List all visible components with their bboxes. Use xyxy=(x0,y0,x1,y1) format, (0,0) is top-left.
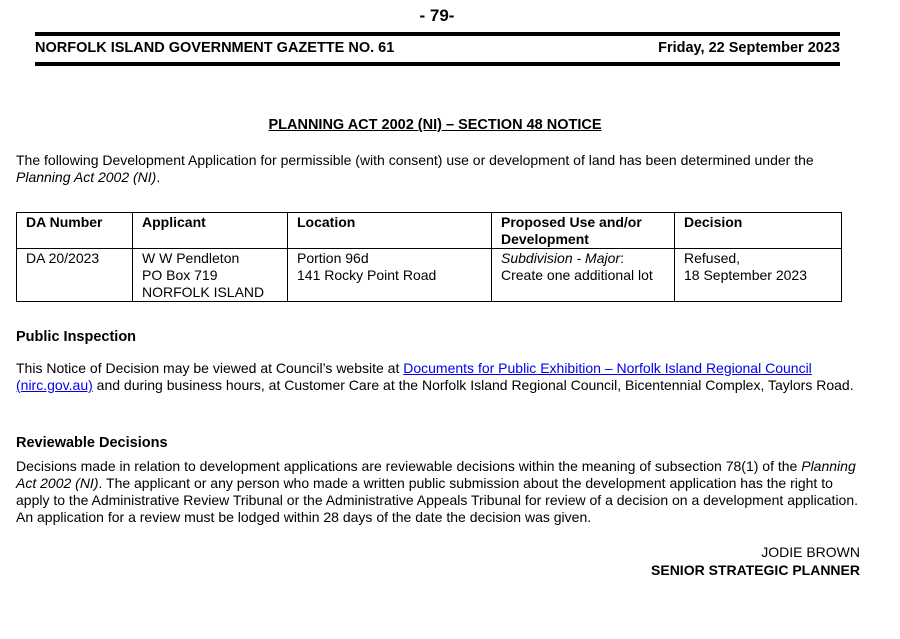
header-decision: Decision xyxy=(675,213,842,249)
public-inspection-heading: Public Inspection xyxy=(16,329,137,345)
public-inspection-text-after: and during business hours, at Customer Care at the Norfolk Island Regional Council, Bicentennial Complex, Taylors Road. xyxy=(92,377,854,393)
header-location: Location xyxy=(288,213,492,249)
signatory-title: SENIOR STRATEGIC PLANNER xyxy=(651,562,860,578)
public-exhibition-link[interactable]: Documents for Public Exhibition – Norfolk Island Regional Council (nirc.gov.au) xyxy=(16,360,812,393)
da-number: DA 20/2023 xyxy=(26,250,100,266)
use-colon: : xyxy=(620,250,624,266)
cell-location xyxy=(288,249,492,302)
signature-block xyxy=(651,543,860,579)
cell-decision xyxy=(675,249,842,302)
header-proposed-use: Proposed Use and/or Development xyxy=(492,213,675,249)
page-number: - 79- xyxy=(419,6,455,25)
gazette-date: Friday, 22 September 2023 xyxy=(658,40,840,56)
use-description: Create one additional lot xyxy=(501,267,653,283)
signatory-name: JODIE BROWN xyxy=(761,544,860,560)
cell-da-number xyxy=(17,249,133,302)
intro-text: The following Development Application for permissible (with consent) use or development of land has been determined under the xyxy=(16,152,814,168)
header-rule-bottom xyxy=(35,62,840,66)
table-header-row xyxy=(17,213,842,249)
cell-applicant xyxy=(133,249,288,302)
applicant-po-box: PO Box 719 xyxy=(142,267,218,283)
notice-title: PLANNING ACT 2002 (NI) – SECTION 48 NOTICE xyxy=(268,117,602,133)
location-portion: Portion 96d xyxy=(297,250,369,266)
public-inspection-text-before: This Notice of Decision may be viewed at Council’s website at xyxy=(16,360,404,376)
header-rule-top xyxy=(35,32,840,36)
intro-end: . xyxy=(156,169,161,185)
decision-outcome: Refused, xyxy=(684,250,741,266)
use-category xyxy=(501,250,665,267)
location-address: 141 Rocky Point Road xyxy=(297,267,437,283)
reviewable-text-after: . The applicant or any person who made a written public submission about the development application has the right to apply to the Administrative Review Tribunal or the Administrative Appeals Tribunal for review of a decision on a development application. An application for a review must be lodged within 28 days of the date the decision was given. xyxy=(16,475,859,525)
applicant-locality: NORFOLK ISLAND xyxy=(142,284,265,300)
table-row xyxy=(17,249,842,302)
reviewable-decisions-paragraph xyxy=(16,458,864,526)
use-category-label: Subdivision - Major xyxy=(501,250,621,266)
reviewable-decisions-heading: Reviewable Decisions xyxy=(16,435,168,451)
reviewable-text-before: Decisions made in relation to development applications are reviewable decisions within the meaning of subsection 78(1) of the xyxy=(16,458,802,474)
header-applicant: Applicant xyxy=(133,213,288,249)
intro-act: Planning Act 2002 (NI) xyxy=(16,169,157,185)
da-table xyxy=(16,212,842,302)
public-inspection-paragraph xyxy=(16,360,864,394)
reviewable-act: Planning Act 2002 (NI) xyxy=(16,458,856,491)
decision-date: 18 September 2023 xyxy=(684,267,807,283)
intro-paragraph xyxy=(16,152,864,186)
gazette-title: NORFOLK ISLAND GOVERNMENT GAZETTE NO. 61 xyxy=(35,40,395,56)
header-da-number: DA Number xyxy=(17,213,133,249)
masthead xyxy=(35,40,840,56)
cell-proposed-use xyxy=(492,249,675,302)
applicant-name: W W Pendleton xyxy=(142,250,240,266)
